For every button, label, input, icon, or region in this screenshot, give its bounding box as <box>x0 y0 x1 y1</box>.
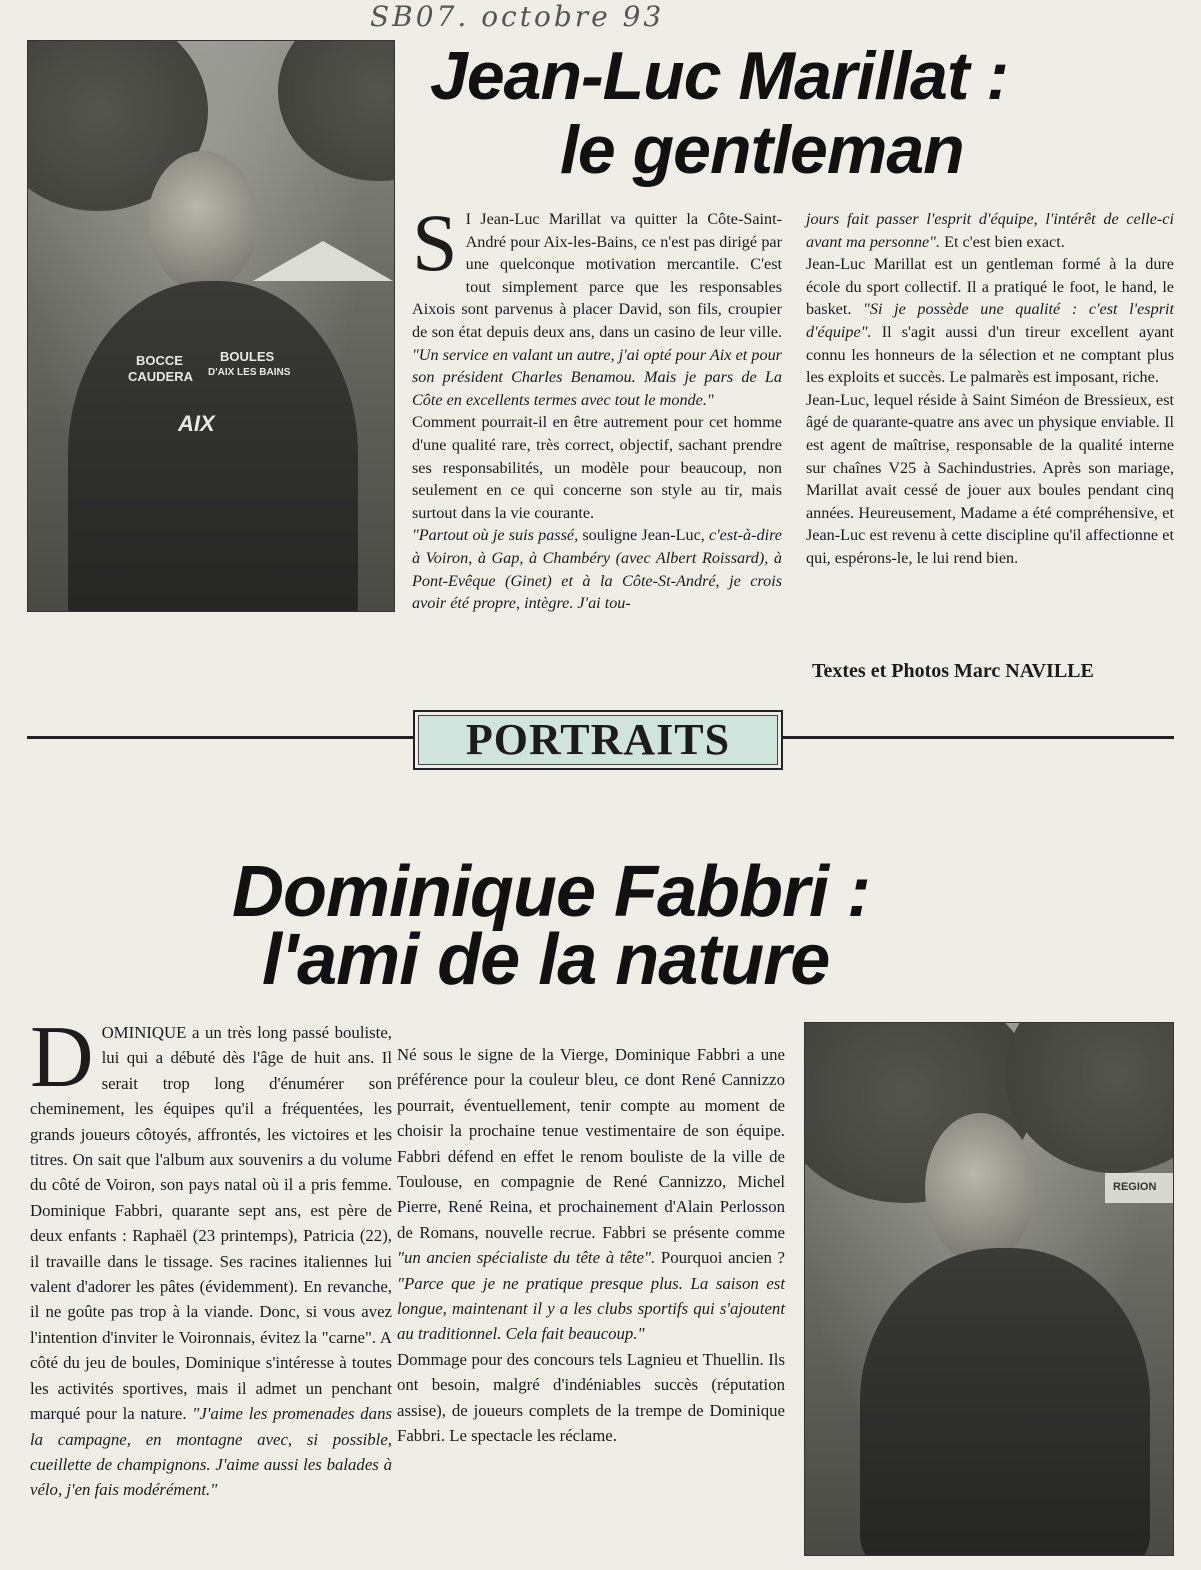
article1-dropcap: S <box>412 197 458 288</box>
article2-title-line1: Dominique Fabbri : <box>232 852 870 932</box>
article2-col2-text3: Dommage pour des concours tels Lagnieu et Thuellin. Ils ont besoin, malgré d'indéniables succès (réputation assise), de joueurs complets de la trempe de Dominique Fabbri. Le spectacle les réclame. <box>397 1349 785 1446</box>
article1-column1 <box>412 197 782 618</box>
photo-credit: Textes et Photos Marc NAVILLE <box>812 660 1094 682</box>
article1-paragraph1: I Jean-Luc Marillat va quitter la Côte-Saint-André pour Aix-les-Bains, ce n'est pas dirigé par une quelconque motivation mercantile. C'est tout simplement parce que les responsables Aixois sont parvenus à placer David, son fils, croupier de son état depuis deux ans, dans un casino de leur ville. <box>412 210 782 341</box>
article1-quote2-b: c'est-à-dire à Voiron, à Gap, à Chambéry (avec Albert Roissard), à Pont-Evêque (Ginet) et à la Côte-St-André, je crois avoir été propre, intègre. J'ai tou- <box>412 526 782 613</box>
divider-left <box>27 736 413 739</box>
article2-col2-quote2: "Parce que je ne pratique presque plus. La saison est longue, maintenant il y a les clubs sportifs qui s'ajoutent au traditionnel. Cela fait beaucoup." <box>397 1273 785 1344</box>
article2-quote1: "J'aime les promenades dans la campagne, en montagne avec, si possible, cueillette de champignons. J'aime aussi les balades à vélo, j'en fais modérément." <box>30 1404 392 1500</box>
article1-title-line1: Jean-Luc Marillat : <box>430 38 1009 114</box>
fabbri-photo <box>804 1022 1174 1556</box>
shirt-text-aix-les-bains: D'AIX LES BAINS <box>208 367 291 378</box>
article1-col2-quote2: "Si je possède une qualité : c'est l'esprit d'équipe". <box>806 300 1174 341</box>
article1-col2-quote: jours fait passer l'esprit d'équipe, l'intérêt de celle-ci avant ma personne". <box>806 210 1174 251</box>
article1-quote1: "Un service en valant un autre, j'ai opté pour Aix et pour son président Charles Benamou. Mais je pars de La Côte en excellents termes avec tout le monde." <box>412 345 782 409</box>
article2-paragraph1: OMINIQUE a un très long passé bouliste, lui qui a débuté dès l'âge de huit ans. Il serait trop long d'énumérer son cheminement, les équipes qu'il a fréquentées, les grands joueurs côtoyés, affrontés, les victoires et les titres. On sait que l'album aux souvenirs a du volume du côté de Voiron, son pays natal où il a pris femme. Dominique Fabbri, quarante sept ans, est père de deux enfants : Raphaël (23 printemps), Patricia (22), il travaille dans le tissage. Ses racines italiennes lui valent d'adorer les pâtes (évidemment). En revanche, il ne goûte pas trop à la viande. Donc, si vous avez l'intention d'inviter le Voironnais, évitez la "carne". A côté du jeu de boules, Dominique s'intéresse à toutes les activités sportives, mais il admet un penchant marqué pour la nature. <box>30 1023 392 1424</box>
article1-title-line2: le gentleman <box>560 112 964 188</box>
divider-right <box>781 736 1174 739</box>
article1-col2-text1: Et c'est bien exact. <box>940 232 1065 251</box>
article2-col2-text2: Pourquoi ancien ? <box>655 1248 785 1268</box>
shirt-text-boules: BOULES <box>220 349 275 364</box>
article1-quote2-a: "Partout où je suis passé, <box>412 526 579 545</box>
article2-column1 <box>30 1009 392 1560</box>
marillat-photo <box>27 40 395 612</box>
shirt-text-bocce: BOCCE <box>136 353 183 368</box>
shirt-text-caudera: CAUDERA <box>128 369 193 384</box>
article2-col2-quote1: "un ancien spécialiste du tête à tête". <box>397 1248 656 1268</box>
article2-title-line2: l'ami de la nature <box>262 920 830 1000</box>
article1-col2-text4: Jean-Luc, lequel réside à Saint Siméon de Bressieux, est âgé de quarante-quatre ans avec un physique enviable. Il est agent de maîtrise, responsable de la qualité interne sur chaînes V25 à Sachindustries. Après son mariage, Marillat avait cessé de jouer aux boules pendant cinq années. Heureusement, Madame a été compréhensive, et Jean-Luc est revenu à cette discipline qu'il affectionne et qui, espérons-le, le lui rend bien. <box>806 390 1174 567</box>
article1-col2-text2: Jean-Luc Marillat est un gentleman formé à la dure école du sport collectif. Il a pratiqué le foot, le hand, le basket. <box>806 255 1174 319</box>
article2-dropcap: D <box>30 1009 94 1106</box>
article1-quote2-attrib: souligne Jean-Luc, <box>578 526 710 545</box>
article1-col2-text3: Il s'agit aussi d'un tireur excellent ayant connu les honneurs de la sélection et ne comptant plus les exploits et succès. Le palmarès est imposant, riche. <box>806 322 1174 387</box>
club-badge-icon: AIX <box>178 411 215 436</box>
article2-col2-text1: Né sous le signe de la Vierge, Dominique Fabbri a une préférence pour la couleur bleu, ce dont René Cannizzo pourrait, éventuellement, tenir compte au moment de choisir la prochaine tenue vestimentaire de son équipe. Fabbri défend en effet le renom bouliste de la ville de Toulouse, en compagnie de René Cannizzo, Michel Pierre, René Reina, et prochainement d'Alain Perlosson de Romans, nouvelle recrue. Fabbri se présente comme <box>397 1045 785 1242</box>
article1-paragraph2: Comment pourrait-il en être autrement pour cet homme d'une qualité rare, très correct, objectif, sachant prendre ses responsabilités, un modèle pour beaucoup, non seulement en ce qui concerne son style au tir, mais surtout dans la vie courante. <box>412 413 782 522</box>
section-label-portraits: PORTRAITS <box>413 710 783 770</box>
article2-column2 <box>397 1042 785 1562</box>
article1-column2 <box>806 208 1174 618</box>
banner-text: REGION <box>1113 1181 1157 1193</box>
handwritten-note: SB07. octobre 93 <box>370 0 665 33</box>
